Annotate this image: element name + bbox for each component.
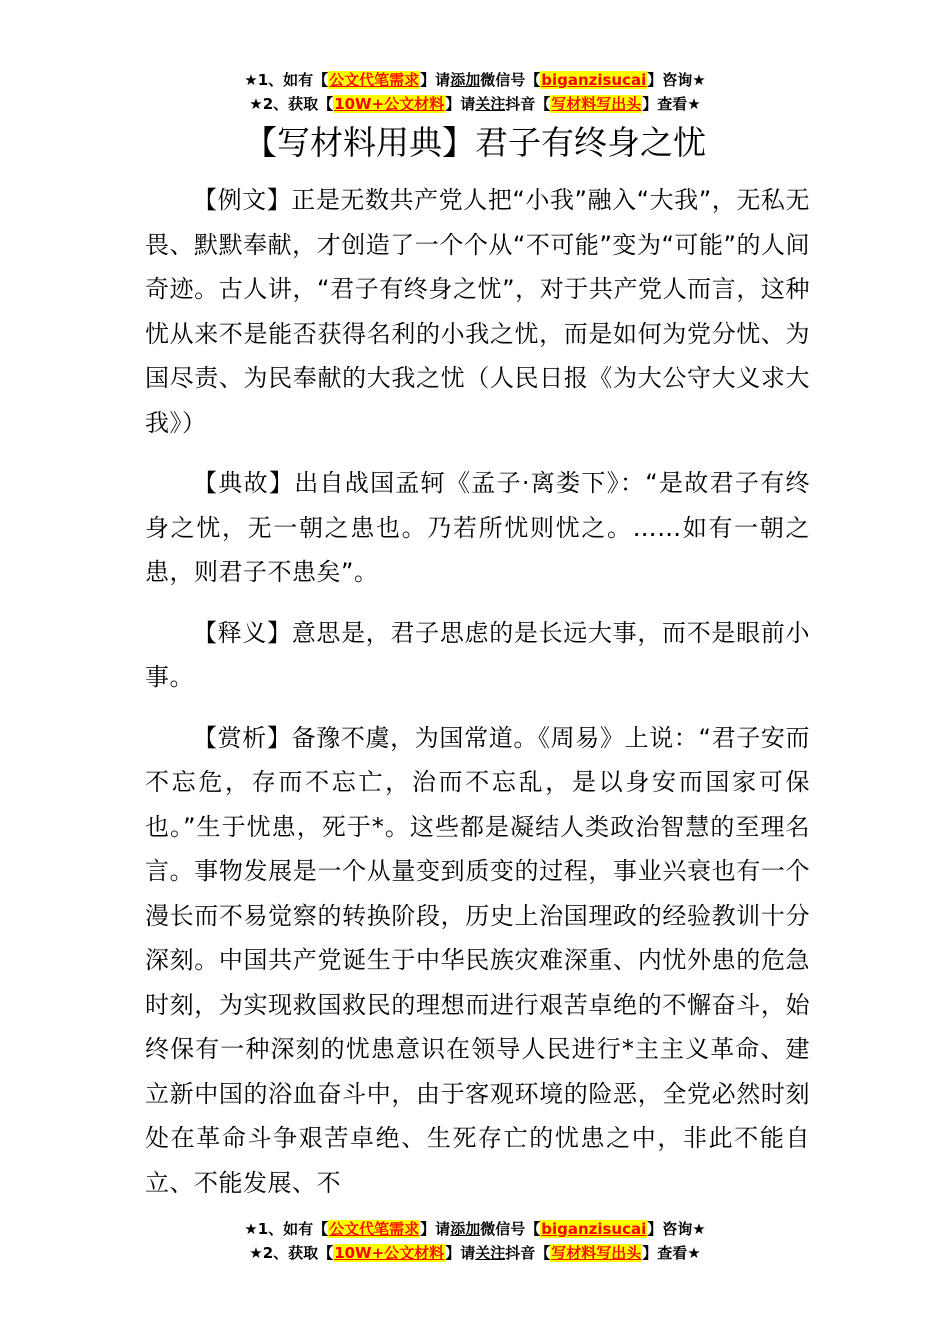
banner-underlined: 关注 [475, 95, 506, 113]
banner-text: 】请 [420, 1220, 451, 1238]
banner-text: ★2、获取【 [249, 95, 334, 113]
banner-highlight: 写材料写出头 [551, 1244, 642, 1262]
banner-text: 微信号【 [480, 71, 541, 89]
banner-text: 微信号【 [480, 1220, 541, 1238]
footer-banner [0, 1217, 950, 1265]
banner-text: 】查看★ [642, 1244, 701, 1262]
banner-highlight: biganzisucai [541, 71, 647, 89]
banner-highlight: 公文代笔需求 [329, 71, 420, 89]
paragraph-example: 【例文】正是无数共产党人把“小我”融入“大我”，无私无畏、默默奉献，才创造了一个个从“不可能”变为“可能”的人间奇迹。古人讲，“君子有终身之忧”，对于共产党人而言，这种忧从来不是能否获得名利的小我之忧，而是如何为党分忧、为国尽责、为民奉献的大我之忧（人民日报《为大公守大义求大我》） [145, 186, 810, 437]
banner-line-2 [0, 1241, 950, 1265]
banner-text: 】查看★ [642, 95, 701, 113]
banner-text: ★1、如有【 [244, 71, 329, 89]
banner-text: 】请 [445, 1244, 476, 1262]
banner-underlined: 添加 [450, 71, 481, 89]
document-body [145, 178, 810, 1221]
banner-underlined: 添加 [450, 1220, 481, 1238]
banner-text: 】咨询★ [647, 71, 706, 89]
banner-text: 】咨询★ [647, 1220, 706, 1238]
banner-underlined: 关注 [475, 1244, 506, 1262]
banner-highlight: 10W+公文材料 [334, 1244, 445, 1262]
banner-highlight: 写材料写出头 [551, 95, 642, 113]
banner-text: 抖音【 [505, 95, 551, 113]
paragraph-analysis: 【赏析】备豫不虞，为国常道。《周易》上说：“君子安而不忘危，存而不忘亡，治而不忘乱，是以身安而国家可保也。”生于忧患，死于*。这些都是凝结人类政治智慧的至理名言。事物发展是一个从量变到质变的过程，事业兴衰也有一个漫长而不易觉察的转换阶段，历史上治国理政的经验教训十分深刻。中国共产党诞生于中华民族灾难深重、内忧外患的危急时刻，为实现救国救民的理想而进行艰苦卓绝的不懈奋斗，始终保有一种深刻的忧患意识在领导人民进行*主主义革命、建立新中国的浴血奋斗中，由于客观环境的险恶，全党必然时刻处在革命斗争艰苦卓绝、生死存亡的忧患之中，非此不能自立、不能发展、不 [145, 723, 810, 1197]
banner-highlight: 10W+公文材料 [334, 95, 445, 113]
paragraph-meaning: 【释义】意思是，君子思虑的是长远大事，而不是眼前小事。 [145, 618, 810, 691]
page-title: 【写材料用典】君子有终身之忧 [244, 123, 706, 162]
paragraph-allusion: 【典故】出自战国孟轲《孟子·离娄下》：“是故君子有终身之忧，无一朝之患也。乃若所忧则忧之。……如有一朝之患，则君子不患矣”。 [145, 469, 810, 586]
banner-line-1 [0, 1217, 950, 1241]
banner-text: ★1、如有【 [244, 1220, 329, 1238]
banner-text: ★2、获取【 [249, 1244, 334, 1262]
banner-text: 抖音【 [505, 1244, 551, 1262]
banner-line-1 [0, 68, 950, 92]
banner-highlight: 公文代笔需求 [329, 1220, 420, 1238]
banner-text: 】请 [445, 95, 476, 113]
banner-line-2 [0, 92, 950, 116]
header-banner [0, 68, 950, 116]
banner-highlight: biganzisucai [541, 1220, 647, 1238]
banner-text: 】请 [420, 71, 451, 89]
